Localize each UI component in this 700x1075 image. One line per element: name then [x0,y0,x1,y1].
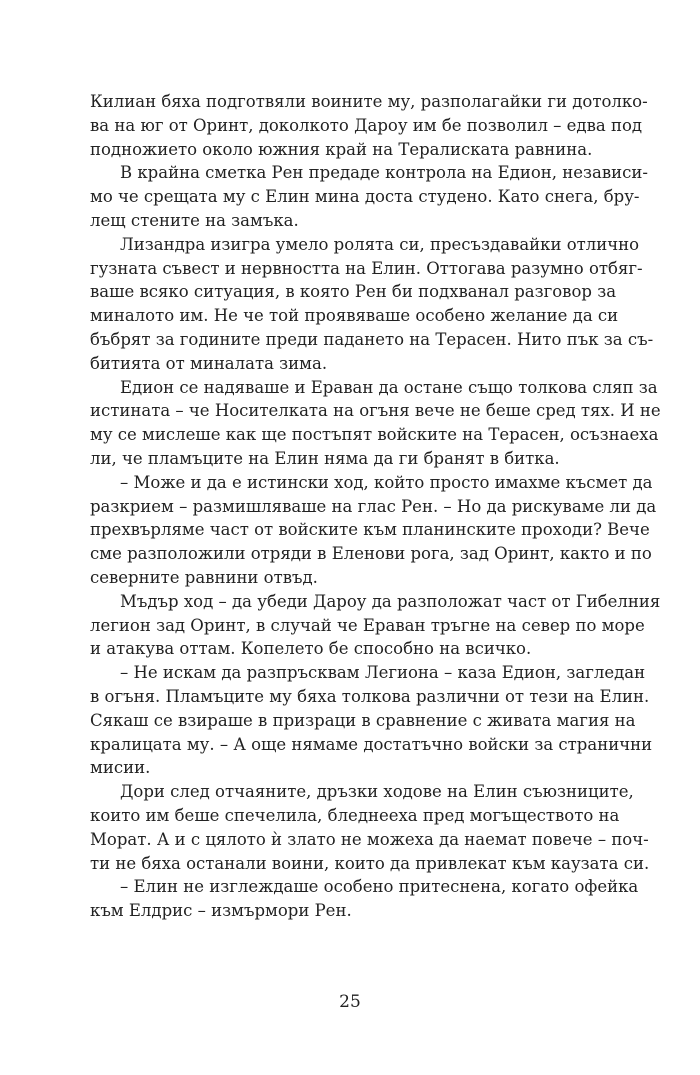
text-line: лещ стените на замъка. [90,210,299,230]
text-line: ва на юг от Оринт, доколкото Дароу им бе позволил – едва под [90,115,643,135]
text-line: сме разположили отряди в Еленови рога, зад Оринт, както и по [90,544,652,564]
page-number: 25 [339,992,361,1012]
paragraph [90,471,657,590]
text-line: Килиан бяха подготвяли воините му, разполагайки ги дотолко- [90,92,648,111]
text-line: – Елин не изглеждаше особено притеснена, когато офейка [120,877,639,897]
text-line: подножието около южния край на Тералиската равнина. [90,139,593,159]
paragraph [90,780,650,875]
paragraph [90,90,648,161]
paragraph [90,661,653,780]
text-line: в огъня. Пламъците му бяха толкова различни от тези на Елин. [90,686,650,706]
text-line: му се мислеше как ще постъпят войските на Терасен, осъзнаеха [90,425,659,445]
paragraph [90,875,639,923]
text-line: легион зад Оринт, в случай че Ераван тръгне на север по море [90,615,645,635]
text-line: които им беше спечелила, бледнееха пред могъществото на [90,805,620,825]
paragraph [90,233,654,376]
text-line: и атакува оттам. Копелето бе способно на всичко. [90,639,532,659]
text-line: към Елдрис – измърмори Рен. [90,901,352,921]
text-line: северните равнини отвъд. [90,567,318,587]
text-line: Лизандра изигра умело ролята си, пресъздавайки отлично [120,234,640,254]
text-line: мо че срещата му с Елин мина доста студено. Като снега, бру- [90,187,640,207]
text-line: истината – че Носителката на огъня вече не беше сред тях. И не [90,401,661,421]
text-line: Дори след отчаяните, дръзки ходове на Елин съюзниците, [120,782,634,802]
text-line: ваше всяко ситуация, в която Рен би подхванал разговор за [90,282,617,302]
text-line: – Може и да е истински ход, който просто имахме късмет да [120,472,653,492]
text-line: ти не бяха останали воини, които да привлекат към каузата си. [90,853,650,873]
text-line: В крайна сметка Рен предаде контрола на Едион, независи- [120,163,648,183]
text-line: ли, че пламъците на Елин няма да ги бранят в битка. [90,448,560,468]
paragraph [90,161,648,232]
body-text [90,90,661,923]
text-line: Мъдър ход – да убеди Дароу да разположат част от Гибелния [120,591,661,611]
text-line: Сякаш се взираше в призраци в сравнение с живата магия на [90,710,636,730]
paragraph [90,590,661,661]
text-line: мисии. [90,758,151,778]
paragraph [90,376,661,471]
text-line: Морат. А и с цялото ѝ злато не можеха да наемат повече – поч- [90,829,649,849]
text-line: прехвърляме част от войските към планинските проходи? Вече [90,520,650,540]
text-line: разкрием – размишляваше на глас Рен. – Но да рискуваме ли да [90,496,657,516]
text-line: гузната съвест и нервността на Елин. Оттогава разумно отбяг- [90,258,643,278]
text-line: – Не искам да разпръсквам Легиона – каза Едион, загледан [120,663,646,683]
text-line: Едион се надяваше и Ераван да остане също толкова сляп за [120,377,658,397]
text-line: битията от миналата зима. [90,353,328,373]
text-line: кралицата му. – А още нямаме достатъчно войски за странични [90,734,653,754]
text-line: бъбрят за годините преди падането на Терасен. Нито пък за съ- [90,329,654,349]
text-line: миналото им. Не че той проявяваше особено желание да си [90,306,619,326]
